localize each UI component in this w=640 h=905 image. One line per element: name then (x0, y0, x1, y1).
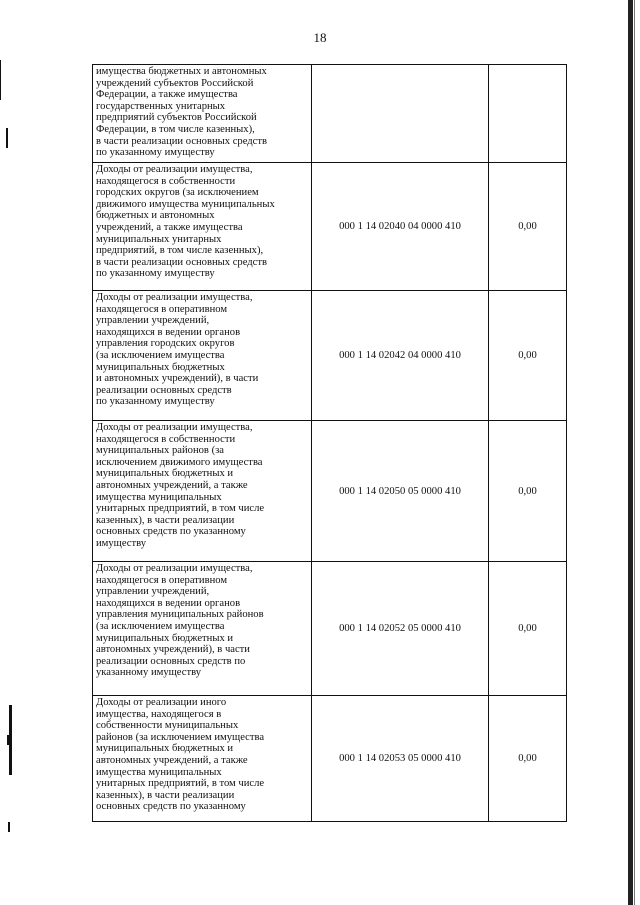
table-row (93, 163, 567, 291)
revenue-table (92, 64, 567, 822)
scan-edge (628, 0, 633, 905)
budget-classification-code: 000 1 14 02050 05 0000 410 (312, 421, 489, 562)
table-row (93, 65, 567, 163)
page-number: 18 (313, 30, 327, 45)
budget-classification-code: 000 1 14 02040 04 0000 410 (312, 163, 489, 291)
table-row (93, 291, 567, 421)
table-row (93, 562, 567, 696)
revenue-description: Доходы от реализации имущества, находящегося в собственности муниципальных районов (за исключением движимого имущества муниципальных бюджетных и автономных учреждений, а также имущества муниципальных унитарных предприятий, в том числе казенных), в части реализации основных средств по указанному имуществу (93, 421, 312, 562)
amount-value: 0,00 (489, 291, 567, 421)
revenue-description: Доходы от реализации имущества, находящегося в оперативном управлении учреждений, находящихся в ведении органов управления городских округов (за исключением имущества муниципальных бюджетных и автономных учреждений), в части реализации основных средств по указанному имуществу (93, 291, 312, 421)
amount-value: 0,00 (489, 421, 567, 562)
revenue-description: Доходы от реализации иного имущества, находящегося в собственности муниципальных районов (за исключением имущества муниципальных бюджетных и автономных учреждений, а также имущества муниципальных унитарных предприятий, в том числе казенных), в части реализации основных средств по указанному (93, 696, 312, 822)
revenue-description: Доходы от реализации имущества, находящегося в оперативном управлении учреждений, находящихся в ведении органов управления муниципальных районов (за исключением имущества муниципальных бюджетных и автономных учреждений), в части реализации основных средств по указанному имуществу (93, 562, 312, 696)
revenue-description: имущества бюджетных и автономных учреждений субъектов Российской Федерации, а также имущества государственных унитарных предприятий субъектов Российской Федерации, в том числе казенных), в части реализации основных средств по указанному имуществу (93, 65, 312, 163)
budget-classification-code: 000 1 14 02053 05 0000 410 (312, 696, 489, 822)
table-row (93, 696, 567, 822)
amount-value: 0,00 (489, 163, 567, 291)
scan-edge (634, 0, 635, 905)
table-row (93, 421, 567, 562)
scan-mark (6, 128, 8, 148)
budget-classification-code: 000 1 14 02052 05 0000 410 (312, 562, 489, 696)
amount-value: 0,00 (489, 696, 567, 822)
scan-mark (0, 60, 1, 100)
scan-mark (8, 822, 10, 832)
budget-classification-code (312, 65, 489, 163)
budget-classification-code: 000 1 14 02042 04 0000 410 (312, 291, 489, 421)
revenue-description: Доходы от реализации имущества, находящегося в собственности городских округов (за исключением движимого имущества муниципальных бюджетных и автономных учреждений, а также имущества муниципальных унитарных предприятий, в том числе казенных), в части реализации основных средств по указанному имуществу (93, 163, 312, 291)
amount-value: 0,00 (489, 562, 567, 696)
scan-mark (7, 735, 11, 745)
amount-value (489, 65, 567, 163)
